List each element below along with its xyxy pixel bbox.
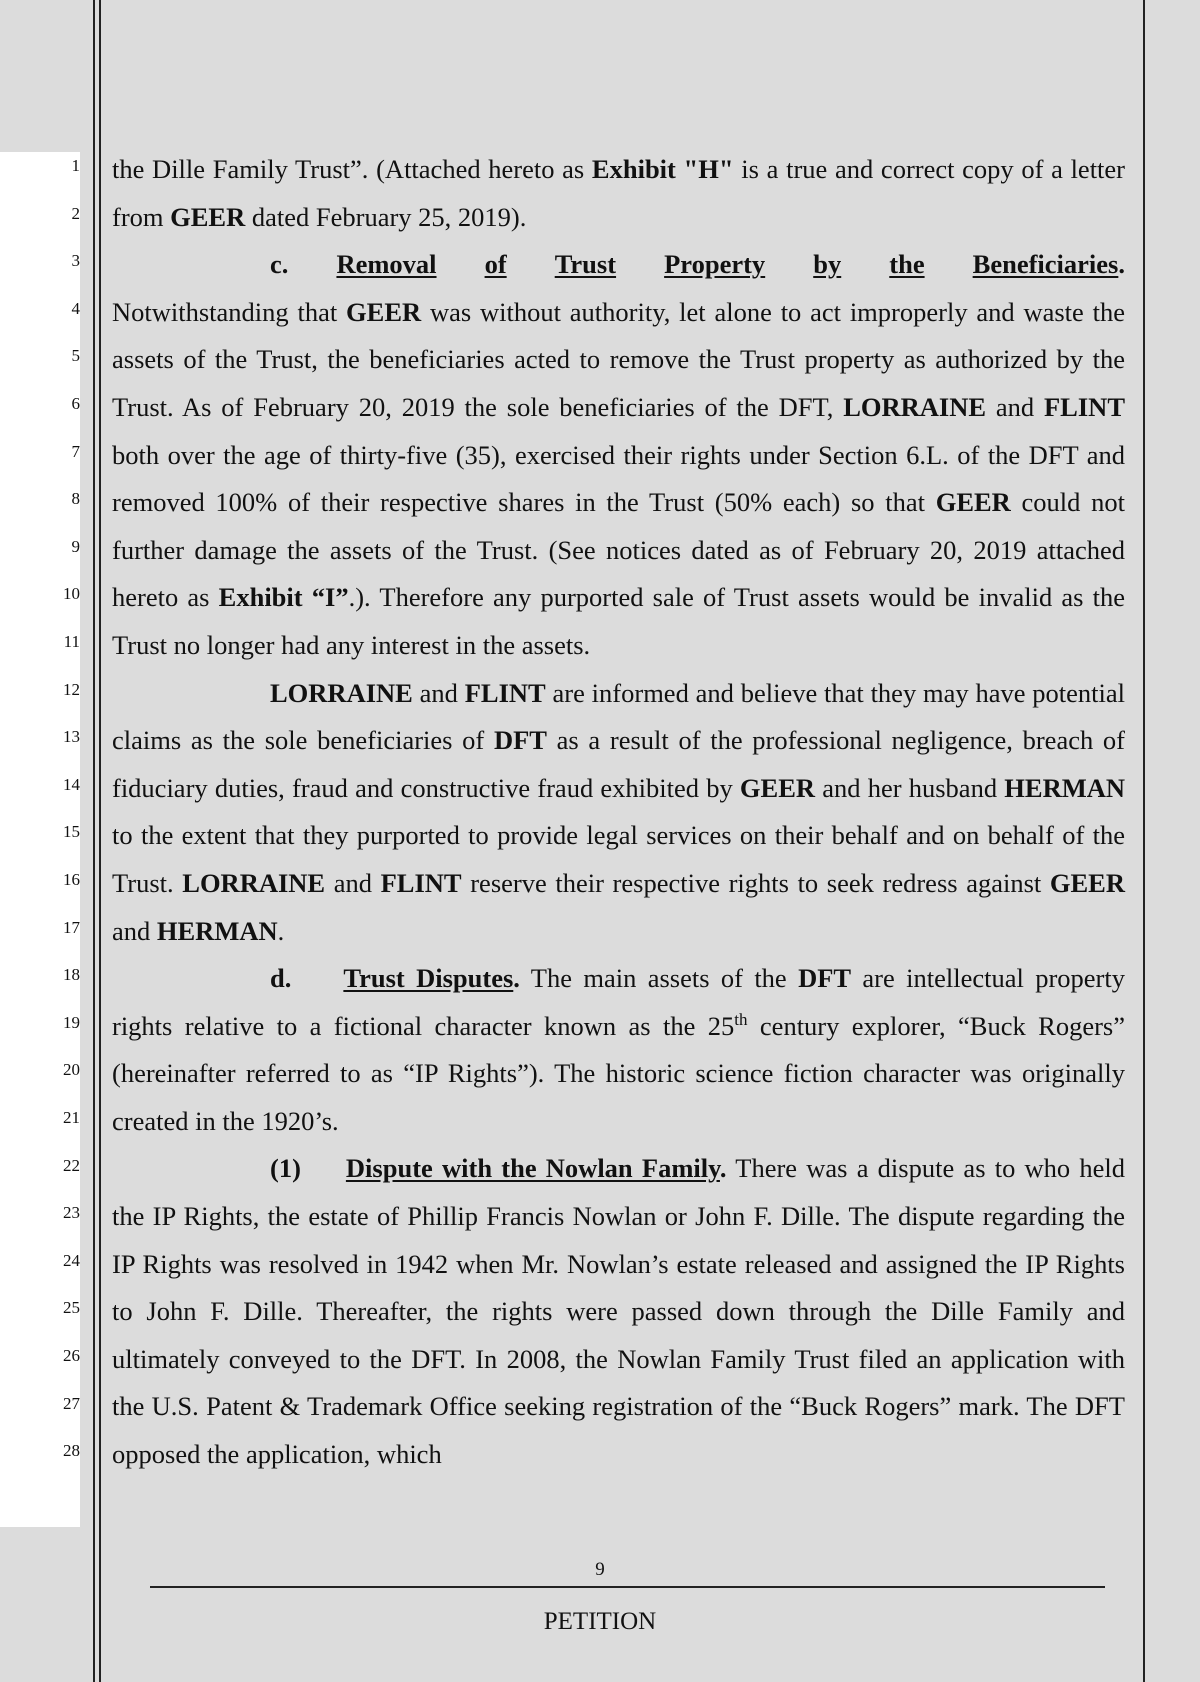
line-number: 4 [71,298,80,318]
line-number: 8 [71,489,80,509]
line-number: 28 [63,1441,80,1461]
footer-rule [150,1586,1105,1588]
document-title: PETITION [543,1608,657,1635]
line-number: 7 [71,441,80,461]
line-number: 22 [63,1155,80,1175]
line-number: 20 [63,1060,80,1080]
section-d-trust-disputes: d. Trust Disputes. The main assets of the DFT are intellectual property rights relative to a fictional character known as the 25th century explorer, “Buck Rogers” (hereinafter referred to as “IP Rights”). The historic science fiction character was originally created in the 1920’s. [112,963,1125,1136]
paragraph-exhibit-h: the Dille Family Trust”. (Attached hereto as Exhibit "H" is a true and correct copy of a letter from GEER dated February 25, 2019). [112,154,1126,232]
line-number: 16 [63,870,80,889]
section-d1-nowlan-dispute: (1) Dispute with the Nowlan Family. There was a dispute as to who held the IP Rights, the estate of Phillip Francis Nowlan or John F. Dille. The dispute regarding the IP Rights was resolved in 1942 when Mr. Nowlan’s estate released and assigned the IP Rights to John F. Dille. Thereafter, the rights were passed down through the Dille Family and ultimately conveyed to the DFT. In 2008, the Nowlan Family Trust filed an application with the U.S. Patent & Trademark Office seeking registration of the “Buck Rogers” mark. The DFT opposed the application, which [112,1153,1126,1470]
line-number: 27 [63,1393,80,1413]
line-number: 19 [63,1012,80,1032]
line-number: 25 [63,1298,80,1318]
left-margin-rule [93,0,95,1682]
line-number: 5 [71,346,80,366]
line-number: 6 [71,394,80,413]
line-number: 23 [63,1203,80,1223]
line-number: 3 [71,251,80,271]
line-number: 2 [71,203,80,223]
line-number: 10 [63,584,80,604]
line-number: 12 [63,679,80,699]
line-number: 18 [63,965,80,985]
line-number: 26 [63,1346,80,1365]
paragraph-potential-claims: LORRAINE and FLINT are informed and believe that they may have potential claims as the sole beneficiaries of DFT as a result of the professional negligence, breach of fiduciary duties, fraud and constructive fraud exhibited by GEER and her husband HERMAN to the extent that they purported to provide legal services on their behalf and on behalf of the Trust. LORRAINE and FLINT reserve their respective rights to seek redress against GEER and HERMAN. [112,677,1125,946]
paragraph-removal: Notwithstanding that GEER was without authority, let alone to act improperly and waste the assets of the Trust, the beneficiaries acted to remove the Trust property as authorized by the Trust. As of February 20, 2019 the sole beneficiaries of the DFT, LORRAINE and FLINT both over the age of thirty-five (35), exercised their rights under Section 6.L. of the DFT and removed 100% of their respective shares in the Trust (50% each) so that GEER could not further damage the assets of the Trust. (See notices dated as of February 20, 2019 attached hereto as Exhibit “I”.). Therefore any purported sale of Trust assets would be invalid as the Trust no longer had any interest in the assets. [112,296,1126,660]
line-number: 13 [63,727,80,747]
line-number: 15 [63,822,80,842]
line-number: 11 [63,632,80,651]
left-margin-rule-inner [99,0,101,1682]
page-number: 9 [595,1559,605,1580]
line-number: 9 [71,536,80,556]
right-margin-rule [1143,0,1145,1682]
petition-body [112,146,1125,1479]
line-number: 1 [71,156,80,175]
section-c-heading: c. Removal of Trust Property by the Beneficiaries. [270,249,1125,280]
line-number: 14 [63,774,80,794]
line-number: 24 [63,1250,80,1270]
line-number: 21 [63,1108,80,1127]
line-number: 17 [63,917,80,937]
